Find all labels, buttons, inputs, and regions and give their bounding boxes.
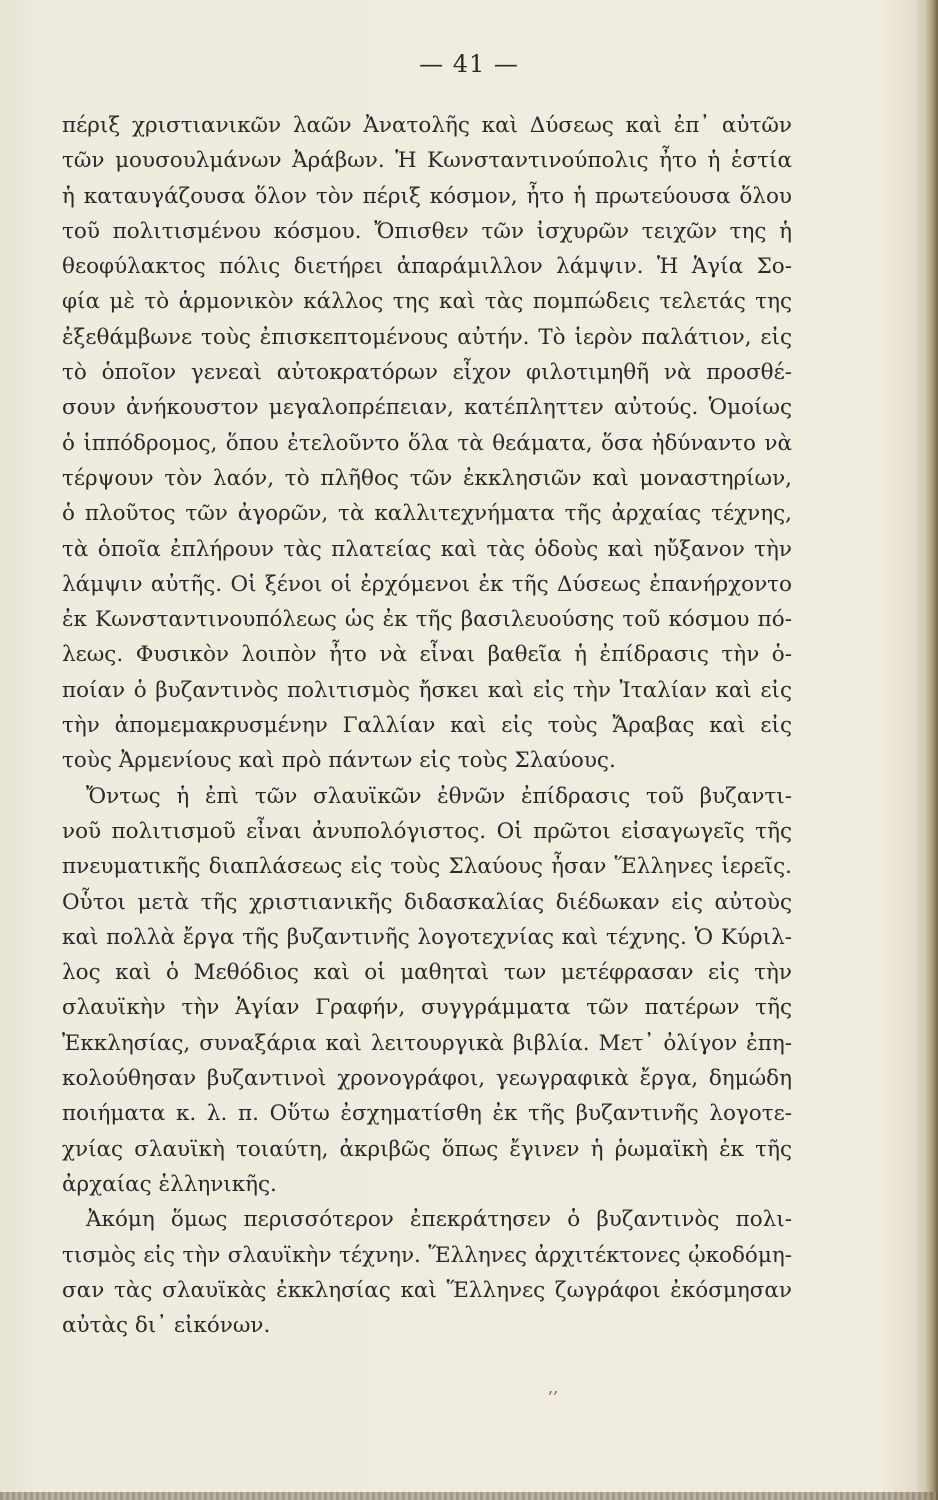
page-mark: ‚‚ xyxy=(548,1378,559,1397)
text-line: τισμὸς εἰς τὴν σλαυϊκὴν τέχνην. Ἕλληνες ἀρχιτέκτονες ᾠκοδόμη- xyxy=(62,1242,792,1268)
text-line: ποίαν ὁ βυζαντινὸς πολιτισμὸς ἤσκει καὶ εἰς τὴν Ἰταλίαν καὶ εἰς xyxy=(62,677,792,703)
text-line: τοῦ πολιτισμένου κόσμου. Ὄπισθεν τῶν ἰσχυρῶν τειχῶν της ἡ xyxy=(62,218,792,244)
text-line: τὴν ἀπομεμακρυσμένην Γαλλίαν καὶ εἰς τοὺς Ἄραβας καὶ εἰς xyxy=(62,713,792,739)
text-line: αὐτὰς δι᾿ εἰκόνων. xyxy=(62,1313,271,1339)
text-line: χνίας σλαυϊκὴ τοιαύτη, ἀκριβῶς ὅπως ἔγινεν ἡ ῥωμαϊκὴ ἐκ τῆς xyxy=(62,1136,792,1162)
text-line: ὁ ἱππόδρομος, ὅπου ἐτελοῦντο ὅλα τὰ θεάματα, ὅσα ἠδύναντο νὰ xyxy=(62,430,792,456)
body-text xyxy=(62,108,792,1343)
text-line: ὁ πλοῦτος τῶν ἀγορῶν, τὰ καλλιτεχνήματα τῆς ἀρχαίας τέχνης, xyxy=(62,501,792,527)
page-number: — 41 — xyxy=(419,50,519,78)
text-line: τέρψουν τὸν λαόν, τὸ πλῆθος τῶν ἐκκλησιῶν καὶ μοναστηρίων, xyxy=(62,465,792,491)
text-line: τῶν μουσουλμάνων Ἀράβων. Ἡ Κωνσταντινούπολις ἦτο ἡ ἑστία xyxy=(62,148,792,174)
text-line: κολούθησαν βυζαντινοὶ χρονογράφοι, γεωγραφικὰ ἔργα, δημώδη xyxy=(62,1066,792,1092)
text-line: Ὄντως ἡ ἐπὶ τῶν σλαυϊκῶν ἐθνῶν ἐπίδρασις τοῦ βυζαντι- xyxy=(86,783,792,809)
text-line: λάμψιν αὐτῆς. Οἱ ξένοι οἱ ἐρχόμενοι ἐκ τῆς Δύσεως ἐπανήρχοντο xyxy=(62,571,792,597)
paragraph-3 xyxy=(62,1202,792,1343)
text-line: λεως. Φυσικὸν λοιπὸν ἦτο νὰ εἶναι βαθεῖα ἡ ἐπίδρασις τὴν ὁ- xyxy=(62,642,792,668)
text-line: Ἀκόμη ὅμως περισσότερον ἐπεκράτησεν ὁ βυζαντινὸς πολι- xyxy=(86,1207,792,1233)
page-bottom-edge xyxy=(0,1492,938,1500)
text-line: λος καὶ ὁ Μεθόδιος καὶ οἱ μαθηταὶ των μετέφρασαν εἰς τὴν xyxy=(62,960,792,986)
text-line: φία μὲ τὸ ἁρμονικὸν κάλλος της καὶ τὰς πομπώδεις τελετάς της xyxy=(62,289,792,315)
text-line: τοὺς Ἀρμενίους καὶ πρὸ πάντων εἰς τοὺς Σλαύους. xyxy=(62,748,616,774)
text-line: πέριξ χριστιανικῶν λαῶν Ἀνατολῆς καὶ Δύσεως καὶ ἐπ᾿ αὐτῶν xyxy=(62,113,792,138)
text-line: σαν τὰς σλαυϊκὰς ἐκκλησίας καὶ Ἕλληνες ζωγράφοι ἐκόσμησαν xyxy=(62,1277,792,1303)
text-line: τὰ ὁποῖα ἐπλήρουν τὰς πλατείας καὶ τὰς ὁδοὺς καὶ ηὔξανον τὴν xyxy=(62,536,792,562)
text-line: νοῦ πολιτισμοῦ εἶναι ἀνυπολόγιστος. Οἱ πρῶτοι εἰσαγωγεῖς τῆς xyxy=(62,818,792,844)
text-line: τὸ ὁποῖον γενεαὶ αὐτοκρατόρων εἶχον φιλοτιμηθῆ νὰ προσθέ- xyxy=(62,360,792,386)
text-line: σουν ἀνήκουστον μεγαλοπρέπειαν, κατέπληττεν αὐτούς. Ὁμοίως xyxy=(62,395,792,421)
paragraph-1 xyxy=(62,108,792,779)
text-line: ἐξεθάμβωνε τοὺς ἐπισκεπτομένους αὐτήν. Τὸ ἱερὸν παλάτιον, εἰς xyxy=(62,324,792,350)
text-line: καὶ πολλὰ ἔργα τῆς βυζαντινῆς λογοτεχνίας καὶ τέχνης. Ὁ Κύριλ- xyxy=(62,924,792,950)
text-line: Οὗτοι μετὰ τῆς χριστιανικῆς διδασκαλίας διέδωκαν εἰς αὐτοὺς xyxy=(62,889,792,915)
text-line: ποιήματα κ. λ. π. Οὕτω ἐσχηματίσθη ἐκ τῆς βυζαντινῆς λογοτε- xyxy=(62,1101,792,1127)
text-line: Ἐκκλησίας, συναξάρια καὶ λειτουργικὰ βιβλία. Μετ᾿ ὀλίγον ἐπη- xyxy=(62,1030,792,1056)
text-line: ἐκ Κωνσταντινουπόλεως ὡς ἐκ τῆς βασιλευούσης τοῦ κόσμου πό- xyxy=(62,607,792,633)
page-edge xyxy=(924,0,938,1500)
text-line: θεοφύλακτος πόλις διετήρει ἀπαράμιλλον λάμψιν. Ἡ Ἁγία Σο- xyxy=(62,254,792,280)
text-line: σλαυϊκὴν τὴν Ἁγίαν Γραφήν, συγγράμματα τῶν πατέρων τῆς xyxy=(62,995,792,1021)
paragraph-2 xyxy=(62,779,792,1203)
text-line: ἀρχαίας ἑλληνικῆς. xyxy=(62,1171,277,1197)
text-line: ἡ καταυγάζουσα ὅλον τὸν πέριξ κόσμον, ἦτο ἡ πρωτεύουσα ὅλου xyxy=(62,183,792,209)
text-line: πνευματικῆς διαπλάσεως εἰς τοὺς Σλαύους ἦσαν Ἕλληνες ἱερεῖς. xyxy=(62,854,792,880)
